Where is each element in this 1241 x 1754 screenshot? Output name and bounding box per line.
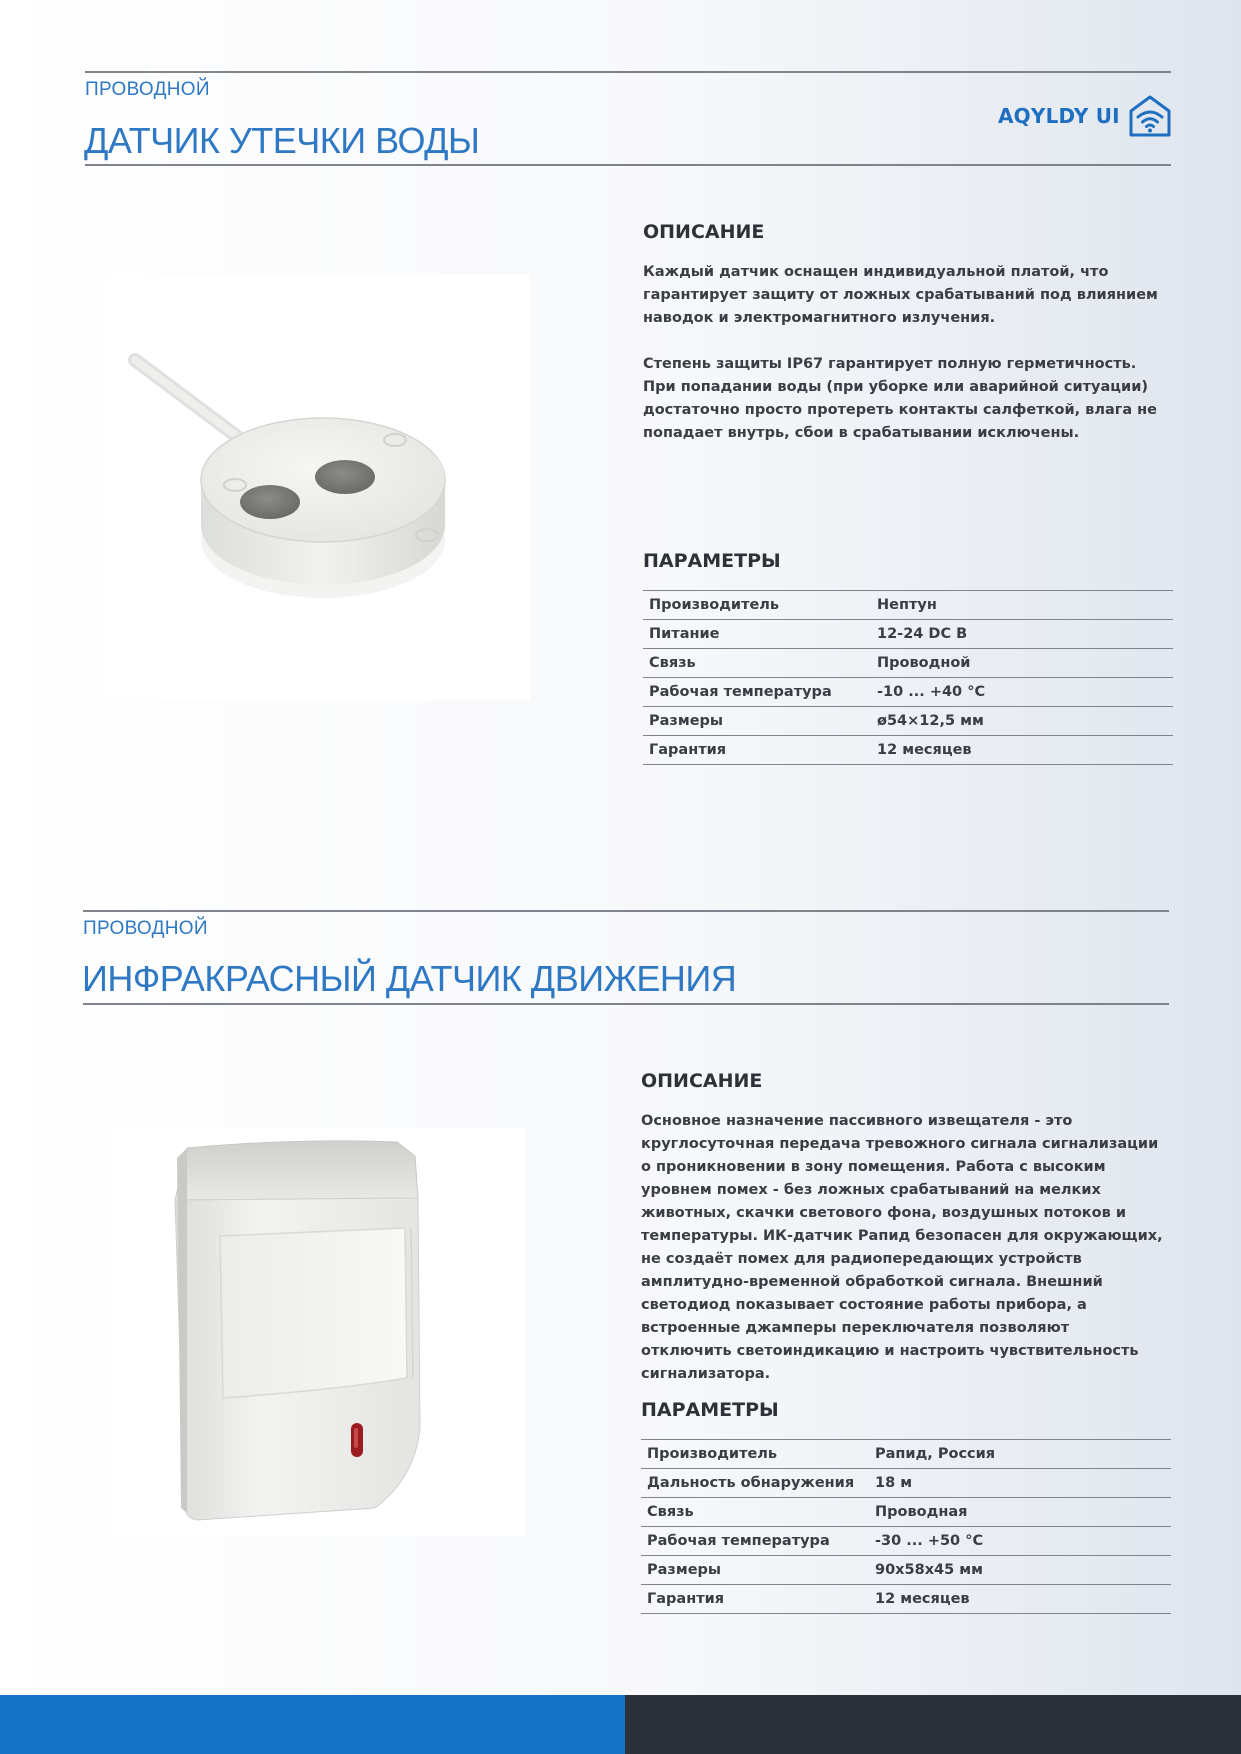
param-key: Дальность обнаружения <box>641 1469 869 1498</box>
param-value: 12 месяцев <box>871 736 1173 765</box>
table-row <box>641 1469 1171 1498</box>
table-row <box>643 620 1173 649</box>
product-title: ИНФРАКРАСНЫЙ ДАТЧИК ДВИЖЕНИЯ <box>82 958 737 999</box>
table-row <box>643 591 1173 620</box>
param-key: Гарантия <box>641 1585 869 1614</box>
param-key: Производитель <box>641 1440 869 1469</box>
param-key: Питание <box>643 620 871 649</box>
table-row <box>641 1440 1171 1469</box>
params-heading: ПАРАМЕТРЫ <box>641 1399 779 1421</box>
product-title: ДАТЧИК УТЕЧКИ ВОДЫ <box>84 120 480 161</box>
param-value: Рапид, Россия <box>869 1440 1171 1469</box>
brand-logo <box>998 93 1172 139</box>
description-paragraph: Степень защиты IP67 гарантирует полную герметичность. При попадании воды (при уборке или аварийной ситуации) достаточно просто протереть контакты салфеткой, влага не попадает внутрь, сбои в срабатывании исключены. <box>643 356 1158 441</box>
param-value: 12-24 DC В <box>871 620 1173 649</box>
table-row <box>643 649 1173 678</box>
table-row <box>641 1585 1171 1614</box>
table-row <box>641 1556 1171 1585</box>
description-paragraph: Основное назначение пассивного извещателя - это круглосуточная передача тревожного сигнала сигнализации о проникновении в зону помещения. Работа с высоким уровнем помех - без ложных срабатываний на мелких животных, скачки светового фона, воздушных потоков и температуры. ИК-датчик Рапид безопасен для окружающих, не создаёт помех для радиопередающих устройств амплитудно-временной обработкой сигнала. Внешний светодиод показывает состояние работы прибора, а встроенные джамперы переключателя позволяют отключить светоиндикацию и настроить чувствительность сигнализатора. <box>641 1113 1163 1382</box>
param-value: Проводной <box>871 649 1173 678</box>
param-value: -30 ... +50 °С <box>869 1527 1171 1556</box>
param-value: 12 месяцев <box>869 1585 1171 1614</box>
table-row <box>643 707 1173 736</box>
param-value: 90x58x45 мм <box>869 1556 1171 1585</box>
infrared-motion-sensor-image <box>115 1128 525 1536</box>
logo-text: AQYLDY UI <box>998 104 1120 128</box>
params-table <box>643 590 1173 765</box>
header-rule-bottom <box>83 1003 1169 1005</box>
table-row <box>643 736 1173 765</box>
header-rule-bottom <box>85 164 1171 166</box>
product-kicker: ПРОВОДНОЙ <box>85 79 210 100</box>
footer-band-blue <box>0 1695 625 1754</box>
description-heading: ОПИСАНИЕ <box>641 1070 763 1092</box>
description-paragraph: Каждый датчик оснащен индивидуальной платой, что гарантирует защиту от ложных срабатываний под влиянием наводок и электромагнитного излучения. <box>643 264 1158 326</box>
param-key: Рабочая температура <box>641 1527 869 1556</box>
table-row <box>643 678 1173 707</box>
param-value: ø54×12,5 мм <box>871 707 1173 736</box>
header-rule-top <box>85 71 1171 73</box>
param-key: Связь <box>643 649 871 678</box>
water-leak-sensor-image <box>105 275 530 700</box>
param-key: Производитель <box>643 591 871 620</box>
description-heading: ОПИСАНИЕ <box>643 221 765 243</box>
table-row <box>641 1498 1171 1527</box>
table-row <box>641 1527 1171 1556</box>
header-rule-top <box>83 910 1169 912</box>
footer-band-dark <box>625 1695 1241 1754</box>
param-value: Нептун <box>871 591 1173 620</box>
param-key: Гарантия <box>643 736 871 765</box>
param-key: Размеры <box>641 1556 869 1585</box>
param-value: -10 ... +40 °С <box>871 678 1173 707</box>
param-value: 18 м <box>869 1469 1171 1498</box>
product-kicker: ПРОВОДНОЙ <box>83 918 208 939</box>
params-table <box>641 1439 1171 1614</box>
param-key: Рабочая температура <box>643 678 871 707</box>
param-value: Проводная <box>869 1498 1171 1527</box>
params-heading: ПАРАМЕТРЫ <box>643 550 781 572</box>
param-key: Связь <box>641 1498 869 1527</box>
house-wifi-icon <box>1128 93 1172 139</box>
param-key: Размеры <box>643 707 871 736</box>
